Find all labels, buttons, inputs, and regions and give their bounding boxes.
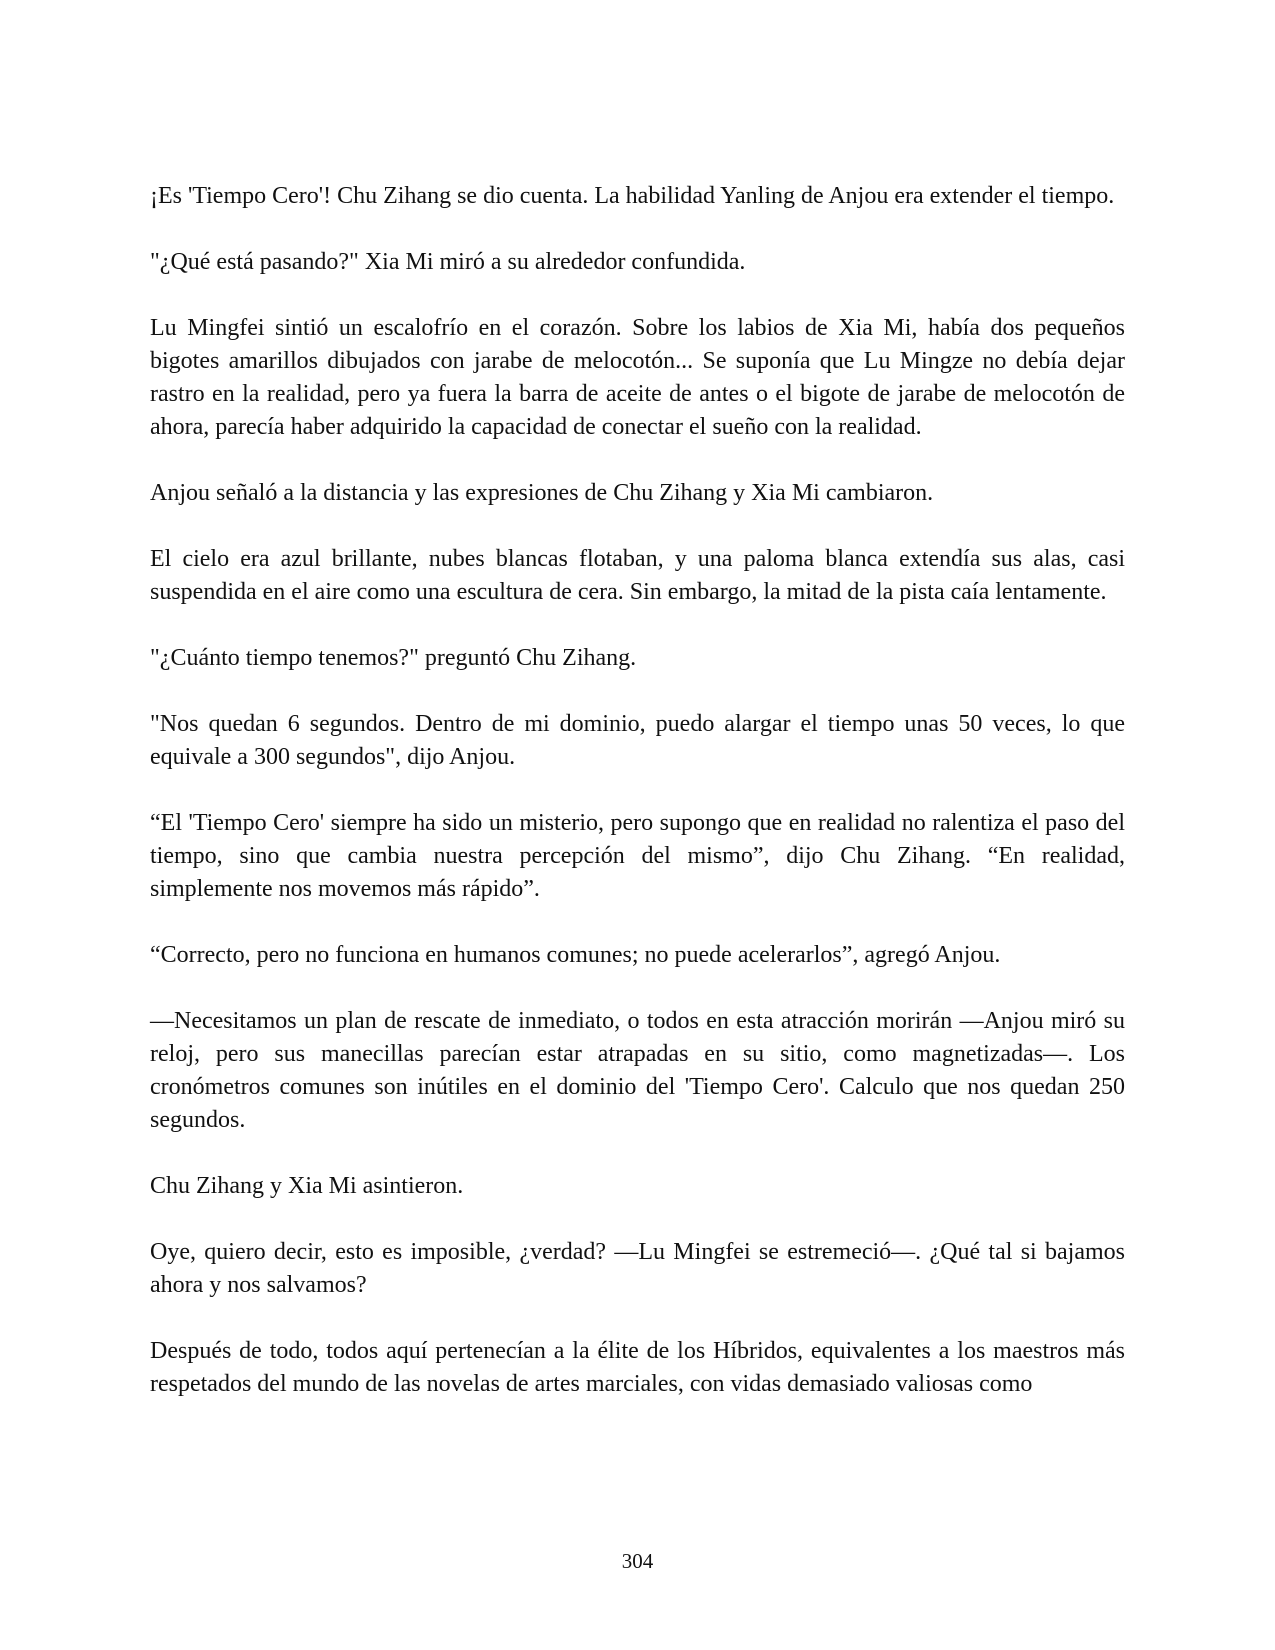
paragraph: “Correcto, pero no funciona en humanos comunes; no puede acelerarlos”, agregó Anjou.: [150, 942, 1001, 968]
paragraph: —Necesitamos un plan de rescate de inmediato, o todos en esta atracción morirán —Anjou miró su reloj, pero sus manecillas parecían estar atrapadas en su sitio, como magnetizadas—. Los cronómetros comunes son inútiles en el dominio del 'Tiempo Cero'. Calculo que nos quedan 250 segundos.: [150, 1008, 1125, 1133]
paragraph: ¡Es 'Tiempo Cero'! Chu Zihang se dio cuenta. La habilidad Yanling de Anjou era extender el tiempo.: [150, 183, 1115, 209]
paragraph: “El 'Tiempo Cero' siempre ha sido un misterio, pero supongo que en realidad no ralentiza el paso del tiempo, sino que cambia nuestra percepción del mismo”, dijo Chu Zihang. “En realidad, simplemente nos movemos más rápido”.: [150, 810, 1125, 902]
body-text: [150, 180, 1125, 1434]
paragraph: El cielo era azul brillante, nubes blancas flotaban, y una paloma blanca extendía sus alas, casi suspendida en el aire como una escultura de cera. Sin embargo, la mitad de la pista caía lentamente.: [150, 546, 1125, 605]
paragraph: "¿Cuánto tiempo tenemos?" preguntó Chu Zihang.: [150, 645, 637, 671]
paragraph: Anjou señaló a la distancia y las expresiones de Chu Zihang y Xia Mi cambiaron.: [150, 480, 934, 506]
paragraph: "Nos quedan 6 segundos. Dentro de mi dominio, puedo alargar el tiempo unas 50 veces, lo que equivale a 300 segundos", dijo Anjou.: [150, 711, 1125, 770]
paragraph: Oye, quiero decir, esto es imposible, ¿verdad? —Lu Mingfei se estremeció—. ¿Qué tal si bajamos ahora y nos salvamos?: [150, 1239, 1125, 1298]
paragraph: Chu Zihang y Xia Mi asintieron.: [150, 1173, 464, 1199]
page-number: 304: [621, 1549, 654, 1573]
paragraph: Lu Mingfei sintió un escalofrío en el corazón. Sobre los labios de Xia Mi, había dos pequeños bigotes amarillos dibujados con jarabe de melocotón... Se suponía que Lu Mingze no debía dejar rastro en la realidad, pero ya fuera la barra de aceite de antes o el bigote de jarabe de melocotón de ahora, parecía haber adquirido la capacidad de conectar el sueño con la realidad.: [150, 315, 1125, 440]
paragraph: Después de todo, todos aquí pertenecían a la élite de los Híbridos, equivalentes a los maestros más respetados del mundo de las novelas de artes marciales, con vidas demasiado valiosas como: [150, 1338, 1125, 1397]
paragraph: "¿Qué está pasando?" Xia Mi miró a su alrededor confundida.: [150, 249, 746, 275]
